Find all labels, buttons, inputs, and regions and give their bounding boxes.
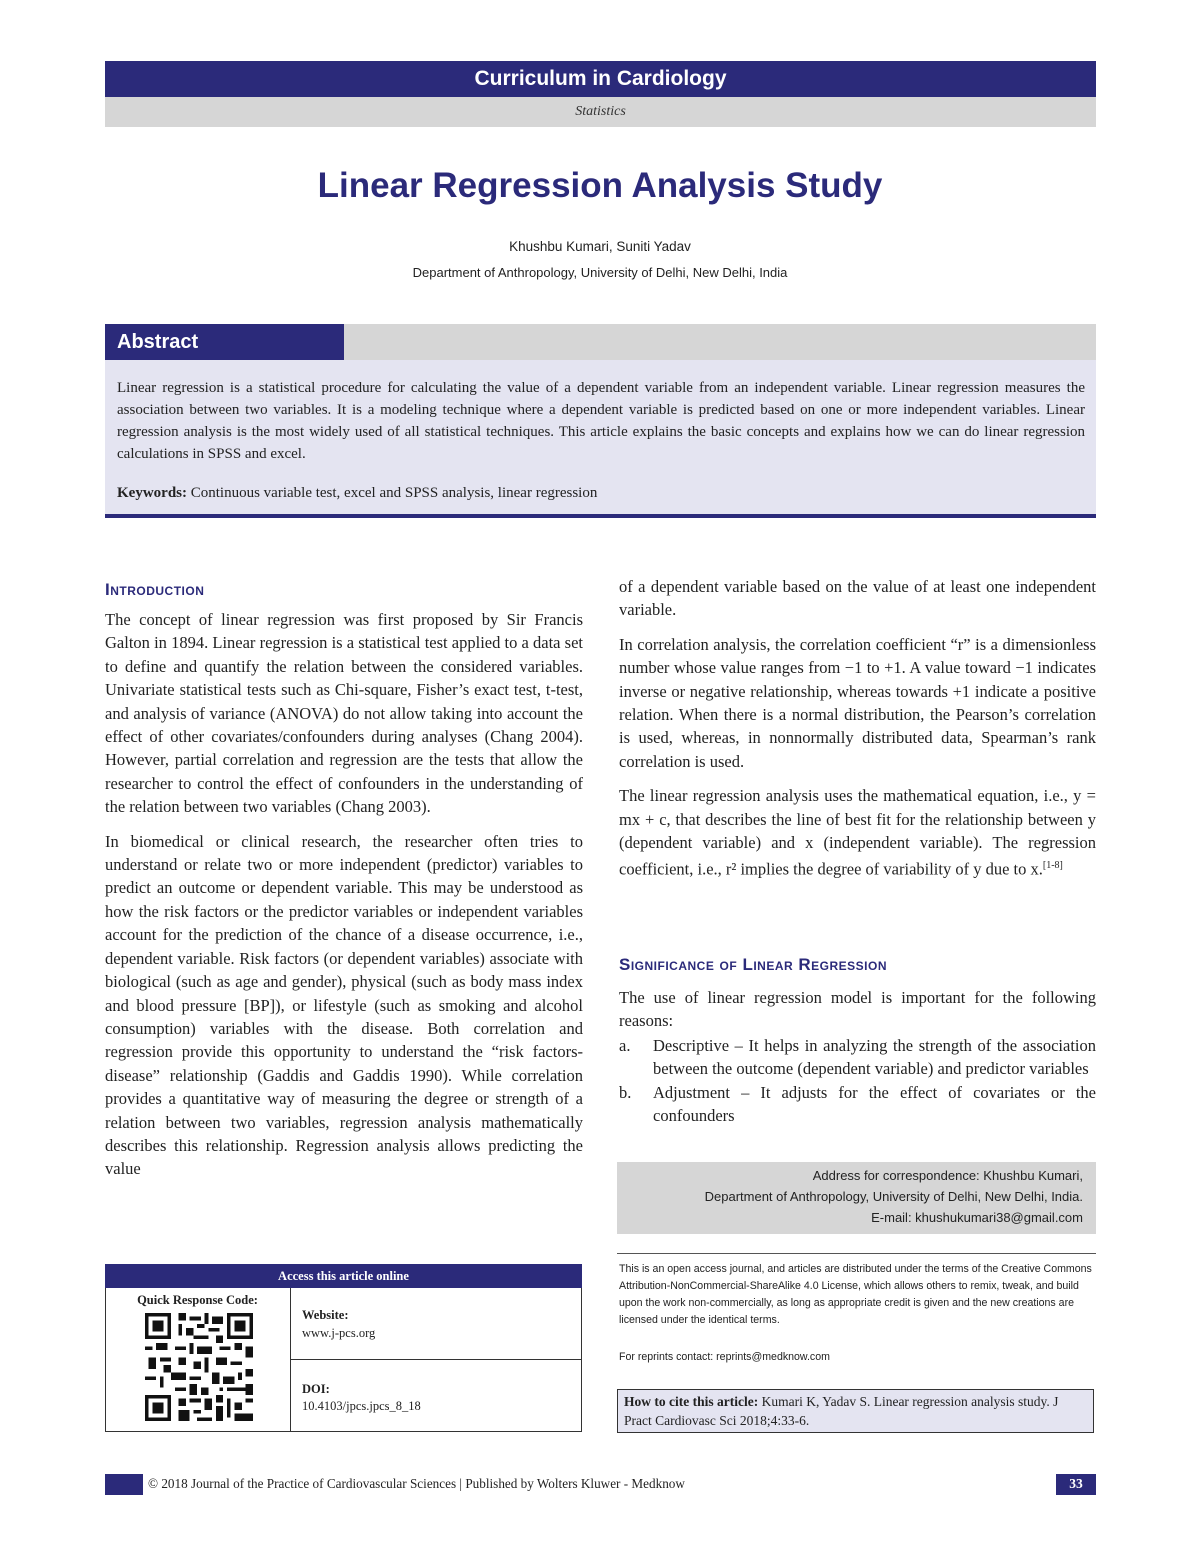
affiliation: Department of Anthropology, University of Delhi, New Delhi, India bbox=[412, 265, 788, 280]
significance-heading: Significance of Linear Regression bbox=[619, 955, 888, 974]
intro-paragraph-2: In biomedical or clinical research, the researcher often tries to understand or relate two or more independent (predictor) variables to predict an outcome or dependent variable. This may be understood as how the risk factors or the predictor variables or independent variables account for the prediction of the chance of a disease occurrence, i.e., dependent variable. Risk factors (or dependent variables) associate with biological (such as age and gender), physical (such as body mass index and blood pressure [BP]), or lifestyle (such as smoking and alcohol consumption) variables with the disease. Both correlation and regression provide this opportunity to understand the “risk factors-disease” relationship (Gaddis and Gaddis 1990). While correlation provides a quantitative way of measuring the degree or strength of a relation between two variables, regression analysis mathematically describes this relationship. Regression analysis allows predicting the value bbox=[105, 831, 583, 1179]
abstract-heading: Abstract bbox=[105, 324, 344, 360]
doi-label: DOI: bbox=[302, 1382, 330, 1396]
reprints-contact: For reprints contact: reprints@medknow.com bbox=[619, 1351, 830, 1363]
divider bbox=[290, 1359, 582, 1360]
abstract-text: Linear regression is a statistical procedure for calculating the value of a dependent variable from an independent variable. Linear regression measures the association between two variables. It is a modeling technique where a dependent variable is predicted based on one or more independent variables. Linear regression analysis is the most widely used of all statistical techniques. This article explains the basic concepts and explains how we can do linear regression calculations in SPSS and excel. bbox=[117, 380, 1085, 462]
access-article-heading: Access this article online bbox=[105, 1264, 582, 1288]
intro-paragraph-1: The concept of linear regression was first proposed by Sir Francis Galton in 1894. Linear regression is a statistical test applied to a data set to define and quantify the relation between the considered variables. Univariate statistical tests such as Chi-square, Fisher’s exact test, t-test, and analysis of variance (ANOVA) do not allow taking into account the effect of other covariates/confounders during analyses (Chang 2004). However, partial correlation and regression are the tests that allow the researcher to control the effect of confounders in the understanding of the relation between two variables (Chang 2003). bbox=[105, 610, 583, 817]
keywords bbox=[117, 485, 1085, 502]
footer-text: © 2018 Journal of the Practice of Cardiovascular Sciences | Published by Wolters Kluwer - Medknow bbox=[148, 1476, 685, 1491]
correspondence-text: Address for correspondence: Khushbu Kumari, Department of Anthropology, University of Delhi, New Delhi, India. E-mail: khushukumari38@gmail.com bbox=[617, 1165, 1083, 1228]
journal-subsection: Statistics bbox=[105, 97, 1096, 127]
intro-paragraph-4: The linear regression analysis uses the mathematical equation, i.e., y = mx + c, that describes the line of best fit for the relationship between y (dependent variable) and x (independent variable). The regression coefficient, i.e., r² implies the degree of variability of y due to x.[1-8] bbox=[619, 786, 1096, 879]
list-item: a. Descriptive – It helps in analyzing the strength of the association between the outcome (dependent variable) and predictor variables bbox=[619, 1035, 1096, 1079]
correspondence-email[interactable]: E-mail: khushukumari38@gmail.com bbox=[871, 1210, 1083, 1225]
divider bbox=[617, 1253, 1096, 1254]
doi-link[interactable]: 10.4103/jpcs.jpcs_8_18 bbox=[302, 1399, 421, 1413]
significance-section bbox=[619, 986, 1096, 1127]
introduction-heading: Introduction bbox=[105, 580, 205, 599]
website-label: Website: bbox=[302, 1308, 349, 1322]
authors: Khushbu Kumari, Suniti Yadav bbox=[509, 239, 691, 254]
article-title: Linear Regression Analysis Study bbox=[317, 166, 883, 205]
qr-code-icon[interactable] bbox=[145, 1313, 253, 1421]
keywords-text: Continuous variable test, excel and SPSS analysis, linear regression bbox=[187, 485, 598, 501]
license-text: This is an open access journal, and articles are distributed under the terms of the Creative Commons Attribution-NonCommercial-ShareAlike 4.0 License, which allows others to remix, tweak, and build upon the work non-commercially, as long as appropriate credit is given and the new creations are licensed under the identical terms. bbox=[619, 1263, 1092, 1326]
left-column bbox=[105, 608, 583, 1192]
website-link[interactable]: www.j-pcs.org bbox=[302, 1326, 376, 1340]
intro-paragraph-2-continued: of a dependent variable based on the value of at least one independent variable. bbox=[619, 577, 1096, 620]
abstract-heading-bar bbox=[344, 324, 1096, 360]
journal-section-banner: Curriculum in Cardiology bbox=[105, 61, 1096, 97]
right-column-top bbox=[619, 575, 1096, 892]
keywords-label: Keywords: bbox=[117, 485, 187, 501]
how-to-cite: How to cite this article: Kumari K, Yadav S. Linear regression analysis study. J Pract Cardiovasc Sci 2018;4:33-6. bbox=[617, 1389, 1094, 1433]
citation-ref: [1-8] bbox=[1042, 860, 1063, 872]
qr-code-label: Quick Response Code: bbox=[137, 1293, 258, 1307]
intro-paragraph-3: In correlation analysis, the correlation coefficient “r” is a dimensionless number whose value ranges from −1 to +1. A value toward −1 indicates inverse or negative relationship, whereas towards +1 indicate a positive relation. When there is a normal distribution, the Pearson’s correlation is used, whereas, in nonnormally distributed data, Spearman’s rank correlation is used. bbox=[619, 634, 1096, 771]
divider bbox=[290, 1288, 291, 1432]
significance-intro: The use of linear regression model is important for the following reasons: bbox=[619, 988, 1096, 1031]
page-number: 33 bbox=[1069, 1476, 1083, 1491]
list-item: b. Adjustment – It adjusts for the effect of covariates or the confounders bbox=[619, 1082, 1096, 1126]
